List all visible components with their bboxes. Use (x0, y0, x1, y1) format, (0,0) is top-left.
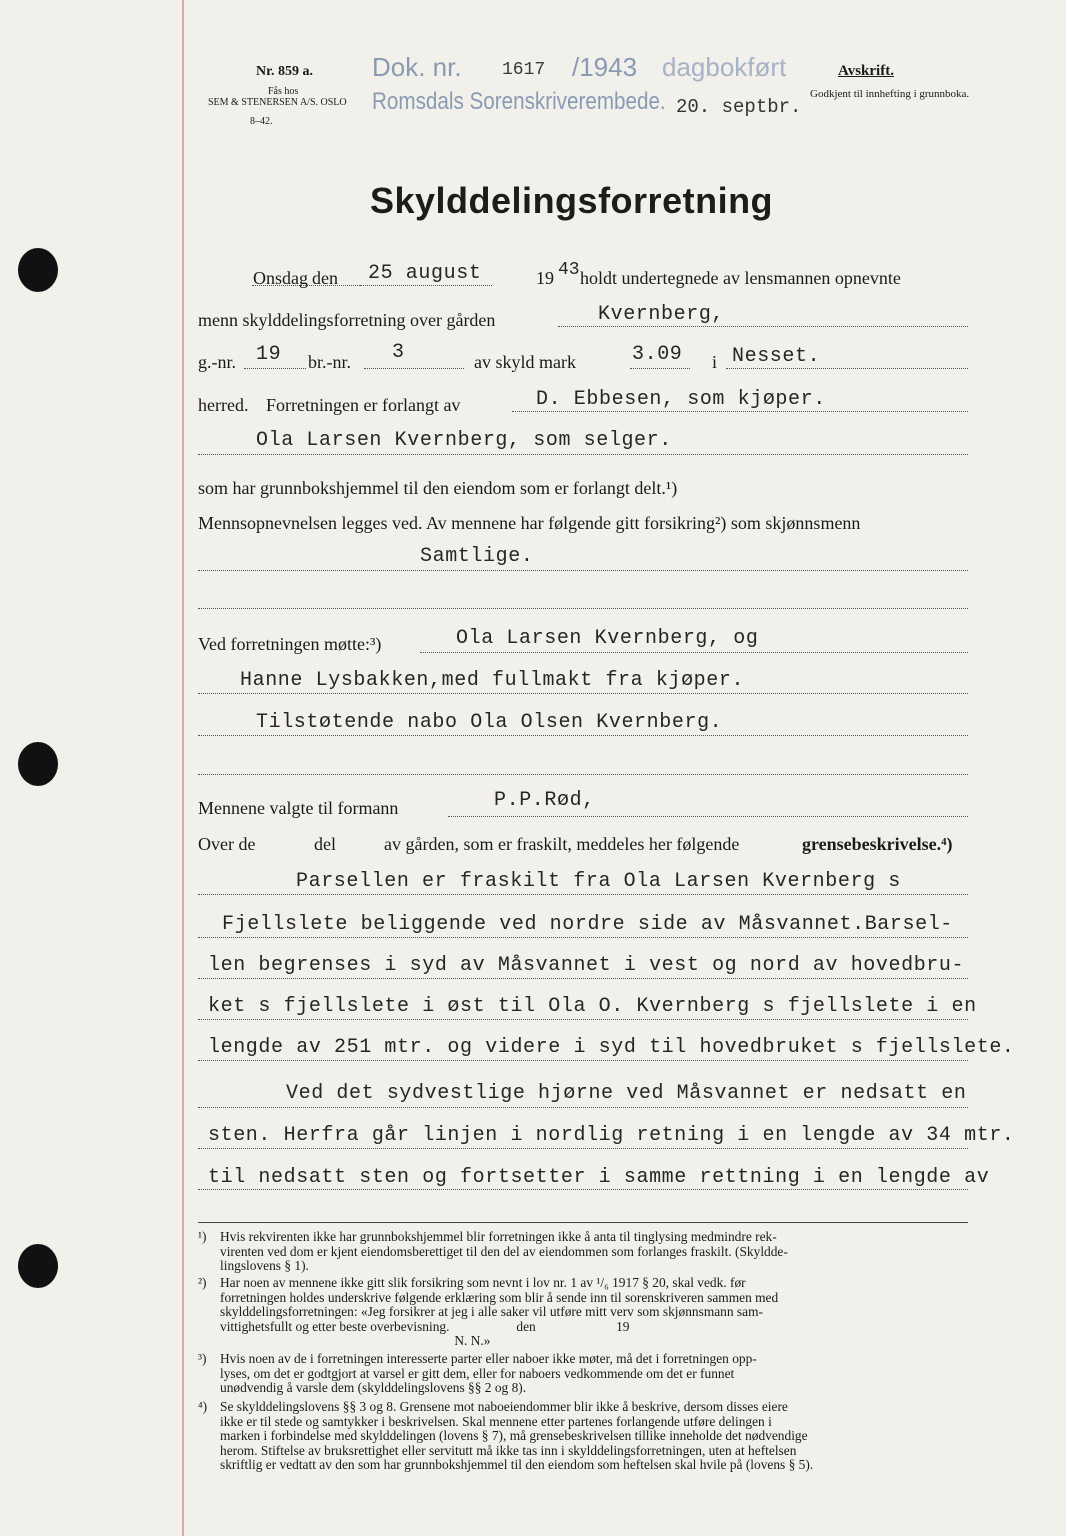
document-title: Skylddelingsforretning (370, 180, 774, 221)
approval-note: Godkjent til innhefting i grunnboka. (810, 88, 970, 100)
dotted-line (198, 608, 968, 609)
dotted-line (198, 1189, 968, 1190)
body-line-2: Fjellslete beliggende ved nordre side av Måsvannet.Barsel- (222, 913, 953, 936)
footnote-line: lingslovens § 1). (220, 1258, 309, 1274)
margin-line (182, 0, 184, 1536)
dotted-line (198, 774, 968, 775)
footnote-line: Har noen av mennene ikke gitt slik forsikring som nevnt i lov nr. 1 av ¹/₆ 1917 § 20, skal vedk. før (220, 1275, 746, 1290)
i-label: i (712, 352, 718, 372)
weekday: Onsdag (253, 268, 308, 288)
over-de-label: Over de (198, 834, 256, 854)
attendee-2: Hanne Lysbakken,med fullmakt fra kjøper. (240, 669, 745, 692)
attendee-1: Ola Larsen Kvernberg, og (456, 627, 759, 650)
dotted-line (364, 368, 464, 369)
dotted-line (198, 735, 968, 736)
body-line-3: len begrenses i syd av Måsvannet i vest og nord av hovedbru- (208, 954, 965, 977)
dotted-line (198, 894, 968, 895)
requester-2: Ola Larsen Kvernberg, som selger. (256, 429, 672, 452)
printer-line-1: Fås hos (268, 86, 299, 97)
gnr-label: g.-nr. (198, 352, 236, 372)
mote-label: Ved forretningen møtte:³) (198, 634, 382, 654)
forsikring-value: Samtlige. (420, 545, 534, 568)
grense-bold: grensebeskrivelse.⁴) (802, 834, 953, 854)
body-line-4: ket s fjellslete i øst til Ola O. Kvernberg s fjellslete i en (208, 995, 977, 1018)
gnr-value: 19 (256, 343, 282, 366)
stamp-office: Romsdals Sorenskriverembede. (372, 88, 666, 115)
mennsopp-text: Mennsopnevnelsen legges ved. Av mennene har følgende gitt forsikring²) som skjønnsmenn (198, 513, 861, 533)
herred-value: Nesset. (732, 345, 821, 368)
doc-number: 1617 (502, 60, 546, 80)
footnote-line: virenten ved dom er kjent eiendomsberettiget til den del av eiendommen som forlanges fraskilt. (Skyldde- (220, 1243, 788, 1259)
form-number: Nr. 859 a. (256, 64, 314, 79)
dotted-line (420, 652, 968, 653)
stamp-date: 20. septbr. (676, 96, 802, 118)
footnote-line: lyses, om det er godtgjort at varsel er gitt dem, eller for naboers vedkommende om det er funnet (220, 1365, 735, 1381)
dotted-line (198, 1107, 968, 1108)
footnote-marker: ⁴) (198, 1399, 208, 1414)
herred-label: herred. (198, 395, 249, 415)
footnote-line: Hvis noen av de i forretningen interesserte parter eller naboer ikke møter, må det i forretningen opp- (220, 1351, 757, 1366)
footnote-marker: ¹) (198, 1229, 207, 1244)
farm-name: Kvernberg, (598, 303, 725, 326)
dotted-line (198, 1060, 968, 1061)
punch-hole-middle (18, 742, 58, 786)
body-line-6: Ved det sydvestlige hjørne ved Måsvannet er nedsatt en (286, 1082, 967, 1105)
dotted-line (198, 454, 968, 455)
hjemmel-text: som har grunnbokshjemmel til den eiendom som er forlangt delt.¹) (198, 478, 678, 498)
dotted-line (198, 937, 968, 938)
dotted-line (198, 570, 968, 571)
dotted-line (198, 1148, 968, 1149)
footnote-line: skriftlig er vedtatt av den som har grunnbokshjemmel til den eiendom som heftelsen skal hvile på (lovens § 5). (220, 1457, 814, 1473)
footnote-line: N. N.» (220, 1333, 491, 1349)
dotted-line (198, 1019, 968, 1020)
attendee-3: Tilstøtende nabo Ola Olsen Kvernberg. (256, 711, 723, 734)
dotted-line (198, 978, 968, 979)
dotted-line (558, 326, 968, 327)
footnote-line: skylddelingsforretningen: «Jeg forsikrer at jeg i alle saker vil utføre mitt verv som skjønnsmann sam- (220, 1304, 763, 1320)
punch-hole-top (18, 248, 58, 292)
grense-intro: av gården, som er fraskilt, meddeles her følgende (384, 834, 740, 854)
footnote-line: ikke er til stede og samtykker i beskrivelsen. Skal mennene etter partenes forlangende utføre delingen i (220, 1413, 772, 1429)
formann-label: Mennene valgte til formann (198, 798, 399, 818)
dotted-line (360, 285, 492, 286)
footnote-line: marken i forbindelse med skylddelingen (lovens § 7), må grensebeskrivelsen tillike inneholde det nødvendige (220, 1428, 808, 1444)
intro-tail: holdt undertegnede av lensmannen opnevnte (580, 268, 901, 288)
year-prefix: 19 (536, 268, 554, 288)
dotted-line (244, 368, 306, 369)
year-suffix: 43 (558, 260, 580, 280)
skyld-label: av skyld mark (474, 352, 576, 372)
footnote-line: herom. Stiftelse av bruksrettighet eller servitutt må ikke tas inn i skylddelingsforretningen, uten at heftelsen (220, 1442, 797, 1458)
dotted-line (512, 411, 968, 412)
footnote-marker: ³) (198, 1351, 207, 1366)
stamp-dagbokfort: dagbokført (662, 52, 787, 82)
del-label: del (314, 834, 336, 854)
dotted-line (630, 368, 690, 369)
footnote-line: forretningen holdes underskrive følgende erklæring som blir å sende inn til sorenskriveren sammen med (220, 1289, 779, 1305)
body-line-1: Parsellen er fraskilt fra Ola Larsen Kvernberg s (296, 870, 901, 893)
bnr-label: br.-nr. (308, 352, 351, 372)
dotted-line (448, 816, 968, 817)
footnote-separator (198, 1222, 968, 1223)
printer-line-3: 8–42. (250, 116, 273, 127)
den-label: den (312, 268, 338, 288)
avskrift-label: Avskrift. (838, 63, 894, 79)
farm-label: menn skylddelingsforretning over gården (198, 310, 496, 330)
footnote-marker: ²) (198, 1275, 207, 1290)
printer-line-2: SEM & STENERSEN A/S. OSLO (208, 97, 347, 108)
footnote-line: Se skylddelingslovens §§ 3 og 8. Grensene mot naboeiendommer blir ikke å beskrive, dersom disses eiere (220, 1399, 788, 1414)
footnote-line: unødvendig å varsle dem (skylddelingslovens §§ 2 og 8). (220, 1380, 527, 1396)
dotted-line (726, 368, 968, 369)
dotted-line (198, 693, 968, 694)
bnr-value: 3 (392, 341, 405, 364)
body-line-5: lengde av 251 mtr. og videre i syd til hovedbruket s fjellslete. (208, 1036, 1015, 1059)
body-line-8: til nedsatt sten og fortsetter i samme rettning i en lengde av (208, 1166, 990, 1189)
forlangt-label: Forretningen er forlangt av (266, 395, 461, 415)
stamp-year: /1943 (572, 52, 638, 82)
date-value: 25 august (368, 262, 482, 285)
footnote-line: Hvis rekvirenten ikke har grunnbokshjemmel blir forretningen ikke å anta til tinglysing medmindre rek- (220, 1229, 777, 1244)
punch-hole-bottom (18, 1244, 58, 1288)
formann-value: P.P.Rød, (494, 789, 595, 812)
footnote-line: vittighetsfullt og etter beste overbevisning. den 19 (220, 1318, 630, 1334)
skyld-value: 3.09 (632, 343, 683, 366)
body-line-7: sten. Herfra går linjen i nordlig retning i en lengde av 34 mtr. (208, 1124, 1015, 1147)
stamp-dok-label: Dok. nr. (372, 52, 462, 82)
requester-1: D. Ebbesen, som kjøper. (536, 388, 826, 411)
